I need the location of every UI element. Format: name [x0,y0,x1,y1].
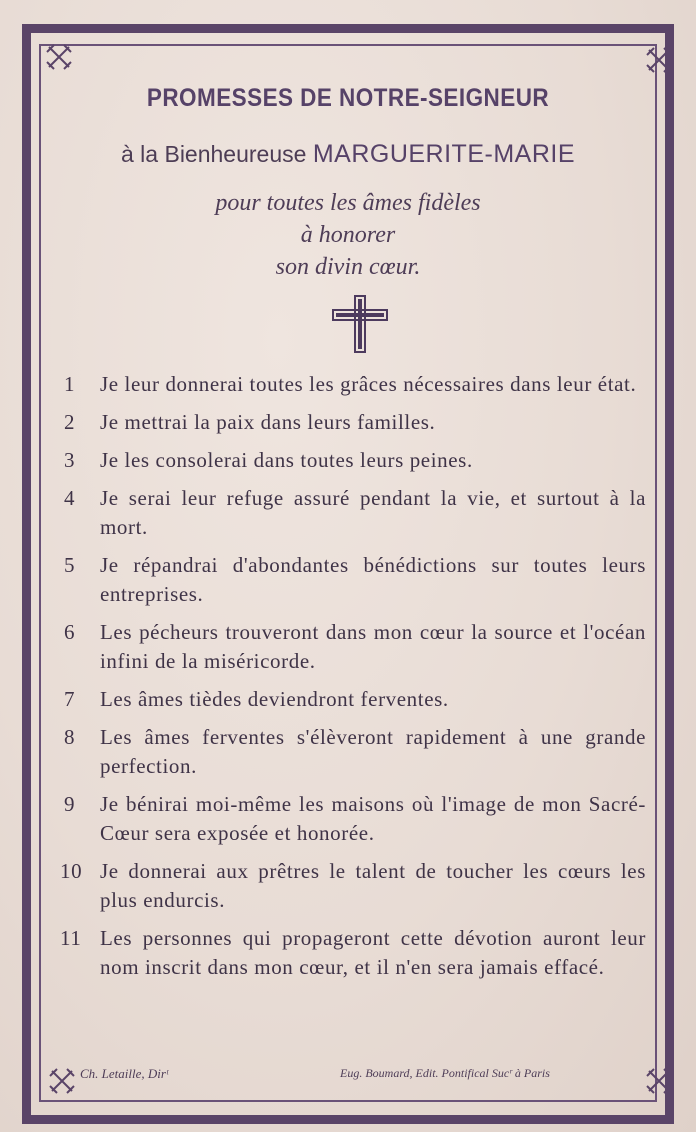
promise-number: 8 [64,725,76,749]
card-title: PROMESSES DE NOTRE-SEIGNEUR [146,84,550,112]
promise-text: Les âmes ferventes s'élèveront rapidement à une grande perfection. [100,725,646,778]
promises-list [56,370,646,991]
publisher-credit: Eug. Boumard, Edit. Pontifical Sucʳ à Paris [340,1066,550,1080]
promise-text: Les personnes qui propageront cette dévotion auront leur nom inscrit dans mon cœur, et il n'en sera jamais effacé. [100,926,646,979]
list-item [56,857,646,915]
promise-number: 7 [64,687,76,711]
dedication-line: à honorer [300,222,396,248]
promise-number: 5 [64,553,76,577]
corner-cross-icon [646,1068,672,1094]
list-item [56,370,646,399]
promise-text: Je les consolerai dans toutes leurs peines. [100,448,473,472]
promise-text: Je mettrai la paix dans leurs familles. [100,410,436,434]
promise-number: 10 [60,859,83,883]
promise-number: 4 [64,486,76,510]
promise-number: 1 [64,372,76,396]
subtitle-prefix: à la Bienheureuse [121,141,313,167]
corner-cross-icon [46,44,72,70]
subtitle-name: MARGUERITE-MARIE [312,140,575,168]
promise-text: Je serai leur refuge assuré pendant la vie, et surtout à la mort. [100,486,646,539]
printer-credit: Ch. Letaille, Dirᵗ [80,1066,169,1081]
list-item [56,551,646,609]
promise-number: 2 [64,410,76,434]
promise-text: Je bénirai moi-même les maisons où l'image de mon Sacré-Cœur sera exposée et honorée. [100,792,646,845]
promise-number: 6 [64,620,76,644]
card-subtitle [40,140,656,169]
cross-icon [331,294,389,354]
promise-text: Je répandrai d'abondantes bénédictions sur toutes leurs entreprises. [100,553,646,606]
promise-number: 11 [60,926,82,950]
corner-cross-icon [646,47,672,73]
list-item [56,790,646,848]
promise-text: Les pécheurs trouveront dans mon cœur la source et l'océan infini de la miséricorde. [100,620,646,673]
dedication-line: son divin cœur. [275,254,421,280]
corner-cross-icon [49,1068,75,1094]
list-item [56,924,646,982]
list-item [56,446,646,475]
promise-number: 3 [64,448,76,472]
list-item [56,723,646,781]
promise-text: Je donnerai aux prêtres le talent de toucher les cœurs les plus endurcis. [100,859,646,912]
promise-number: 9 [64,792,76,816]
list-item [56,484,646,542]
list-item [56,408,646,437]
promise-text: Je leur donnerai toutes les grâces nécessaires dans leur état. [100,372,637,396]
list-item [56,685,646,714]
promise-text: Les âmes tièdes deviendront ferventes. [100,687,449,711]
dedication-line: pour toutes les âmes fidèles [215,190,481,216]
list-item [56,618,646,676]
